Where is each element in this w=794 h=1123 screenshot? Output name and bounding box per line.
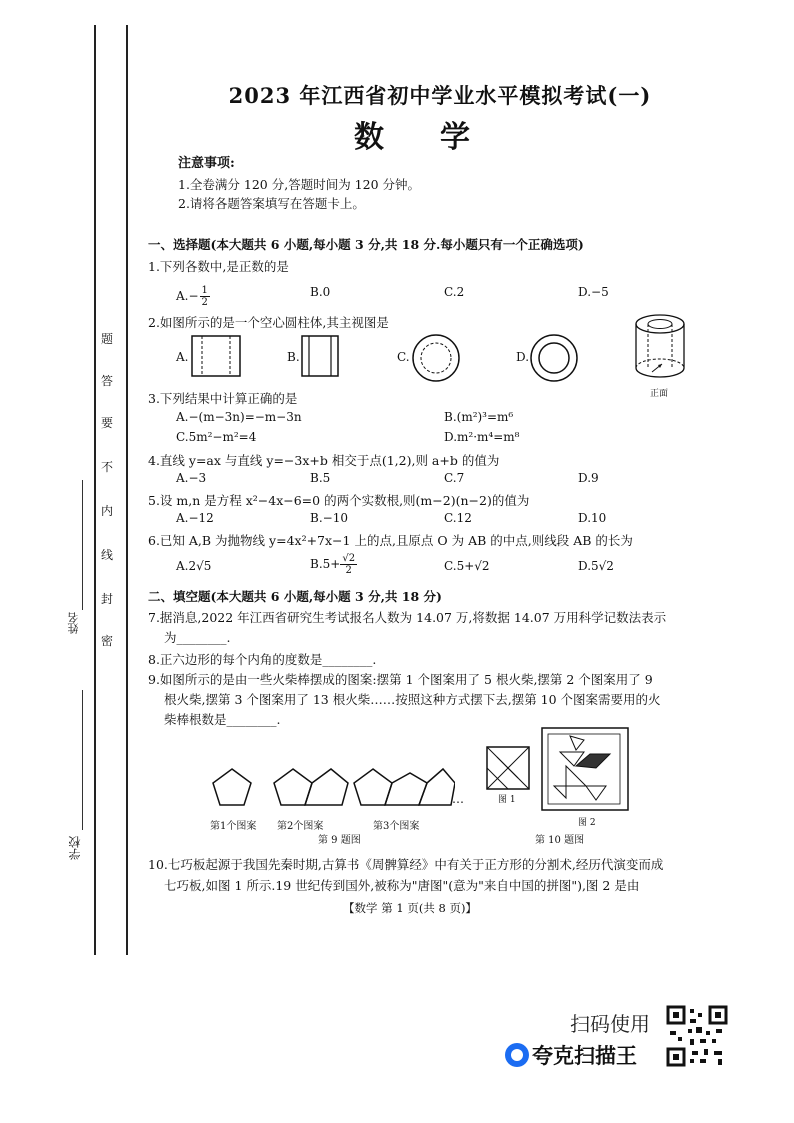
q6-option-d: D.5√2 <box>578 559 614 573</box>
scan-to-use-text: 扫码使用 <box>570 1012 650 1036</box>
hollow-cylinder-figure <box>630 310 690 386</box>
q3-option-d: D.m²·m⁴=m⁸ <box>444 430 520 444</box>
seal-char: 要 <box>100 416 113 430</box>
tangram-figure-1 <box>485 745 531 791</box>
q5-option-b: B.−10 <box>310 511 348 525</box>
seal-char: 内 <box>100 504 113 518</box>
tangram-figure-2 <box>540 726 630 812</box>
quark-logo-icon <box>505 1043 529 1067</box>
q2-option-c: C. <box>397 350 410 364</box>
q4-option-a: A.−3 <box>176 471 207 485</box>
q4-option-b: B.5 <box>310 471 331 485</box>
subject-title: 数学 <box>354 120 526 155</box>
q1-option-a <box>176 285 210 308</box>
section1-heading: 一、选择题(本大题共 6 小题,每小题 3 分,共 18 分.每小题只有一个正确选项) <box>148 237 584 252</box>
q9-caption: 第 9 题图 <box>318 835 361 846</box>
q9-line: 柴棒根数是________. <box>164 712 281 727</box>
school-field-label: 学校 <box>68 836 82 860</box>
q1-option-c: C.2 <box>444 285 465 299</box>
page-footer: 【数学 第 1 页(共 8 页)】 <box>343 901 477 915</box>
q2-option-a-figure <box>190 334 242 378</box>
q7-line: 7.据消息,2022 年江西省研究生考试报名人数为 14.07 万,将数据 14.07 万用科学记数法表示 <box>148 610 667 625</box>
q9-matchstick-figures <box>205 765 455 815</box>
q9-ellipsis: … <box>452 792 464 806</box>
q2-option-d: D. <box>516 350 530 364</box>
q9-figure-label-2: 第2个图案 <box>277 821 324 832</box>
q5-option-c: C.12 <box>444 511 472 525</box>
q9-figure-label-1: 第1个图案 <box>210 821 257 832</box>
q2-option-a: A. <box>176 350 189 364</box>
q9-figure-label-3: 第3个图案 <box>373 821 420 832</box>
q4-option-d: D.9 <box>578 471 599 485</box>
notice-item: 1.全卷满分 120 分,答题时间为 120 分钟。 <box>178 177 421 192</box>
fraction-den: 2 <box>201 297 208 308</box>
notice-item: 2.请将各题答案填写在答题卡上。 <box>178 196 365 211</box>
q6-option-c: C.5+√2 <box>444 559 490 573</box>
q5-option-d: D.10 <box>578 511 607 525</box>
q1-option-d: D.−5 <box>578 285 609 299</box>
notice-heading: 注意事项: <box>178 156 235 171</box>
fraction-num: 1 <box>201 285 208 296</box>
q4-option-c: C.7 <box>444 471 465 485</box>
pentagon-1 <box>213 769 251 805</box>
seal-char: 不 <box>100 460 113 474</box>
seal-char: 封 <box>100 592 113 606</box>
binding-line-inner <box>126 25 128 955</box>
q10-fig1-label: 图 1 <box>498 795 516 805</box>
q4-stem: 4.直线 y=ax 与直线 y=−3x+b 相交于点(1,2),则 a+b 的值为 <box>148 453 500 468</box>
q2-option-b: B. <box>287 350 300 364</box>
q8-line: 8.正六边形的每个内角的度数是________. <box>148 652 377 667</box>
exam-title: 2023 年江西省初中学业水平模拟考试(一) <box>228 83 652 108</box>
pentagon-3c <box>419 769 455 805</box>
q10-caption: 第 10 题图 <box>535 835 585 846</box>
q6-option-a: A.2√5 <box>176 559 212 573</box>
seal-char: 题 <box>100 332 113 346</box>
q10-line: 10.七巧板起源于我国先秦时期,古算书《周髀算经》中有关于正方形的分割术,经历代演变而成 <box>148 857 664 872</box>
q5-stem: 5.设 m,n 是方程 x²−4x−6=0 的两个实数根,则(m−2)(n−2)的值为 <box>148 493 530 508</box>
q10-line: 七巧板,如图 1 所示.19 世纪传到国外,被称为"唐图"(意为"来自中国的拼图"),图 2 是由 <box>164 878 640 893</box>
scanner-brand: 夸克扫描王 <box>532 1044 637 1068</box>
fraction <box>340 553 357 576</box>
q2-front-view-label: 正面 <box>650 389 669 399</box>
school-field-line <box>82 690 83 830</box>
q2-option-d-figure <box>528 332 580 384</box>
fraction <box>200 285 210 308</box>
q1-option-a-label: A.− <box>176 289 199 303</box>
q3-stem: 3.下列结果中计算正确的是 <box>148 391 298 406</box>
binding-line-outer <box>94 25 96 955</box>
q1-stem: 1.下列各数中,是正数的是 <box>148 259 289 274</box>
q1-option-b: B.0 <box>310 285 331 299</box>
seal-char: 答 <box>100 374 113 388</box>
q5-option-a: A.−12 <box>176 511 214 525</box>
q6-option-b <box>310 553 357 576</box>
q9-line: 根火柴,摆第 3 个图案用了 13 根火柴……按照这种方式摆下去,摆第 10 个图案需要用的火 <box>164 692 661 707</box>
name-field-label: 姓名 <box>67 612 80 634</box>
q6-option-b-label: B.5+ <box>310 557 341 571</box>
name-field-line <box>82 480 83 610</box>
qr-code-icon[interactable] <box>666 1005 728 1067</box>
q2-option-c-figure <box>410 332 462 384</box>
fraction-den: 2 <box>345 565 352 576</box>
q6-stem: 6.已知 A,B 为抛物线 y=4x²+7x−1 上的点,且原点 O 为 AB 的中点,则线段 AB 的长为 <box>148 533 633 548</box>
fraction-num: √2 <box>342 553 356 564</box>
q3-option-a: A.−(m−3n)=−m−3n <box>176 410 302 424</box>
q3-option-c: C.5m²−m²=4 <box>176 430 257 444</box>
q10-fig2-label: 图 2 <box>578 818 596 828</box>
q2-option-b-figure <box>300 334 340 378</box>
seal-char: 线 <box>100 548 113 562</box>
q7-line: 为________. <box>164 630 231 645</box>
pentagon-2b <box>305 769 348 805</box>
q3-option-b: B.(m²)³=m⁶ <box>444 410 514 424</box>
seal-char: 密 <box>100 634 113 648</box>
section2-heading: 二、填空题(本大题共 6 小题,每小题 3 分,共 18 分) <box>148 589 442 604</box>
q9-line: 9.如图所示的是由一些火柴棒摆成的图案:摆第 1 个图案用了 5 根火柴,摆第 2 个图案用了 9 <box>148 672 653 687</box>
q2-stem: 2.如图所示的是一个空心圆柱体,其主视图是 <box>148 315 389 330</box>
